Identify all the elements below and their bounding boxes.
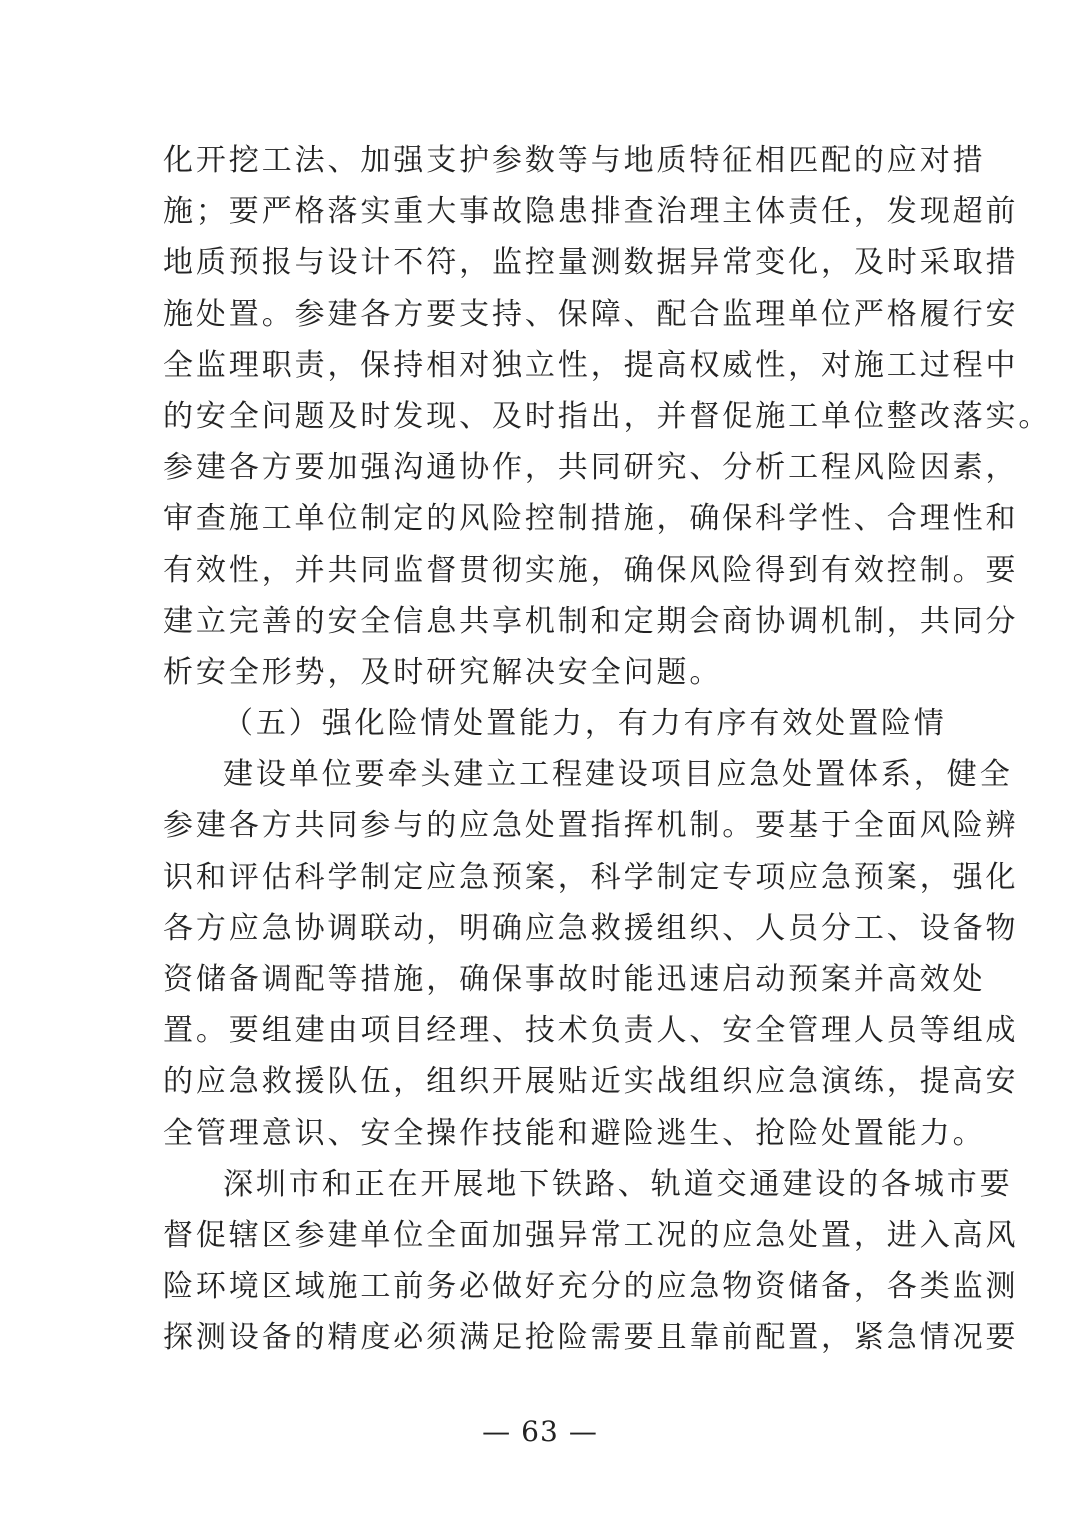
text-line: 化开挖工法、加强支护参数等与地质特征相匹配的应对措	[163, 143, 986, 178]
body-text	[163, 135, 1052, 1364]
page-number-dash-left: —	[482, 1415, 512, 1448]
text-line: 全管理意识、安全操作技能和避险逃生、抢险处置能力。	[163, 1115, 986, 1151]
page-footer	[0, 1412, 1080, 1452]
text-line: 参建各方共同参与的应急处置指挥机制。要基于全面风险辨	[163, 808, 1019, 844]
text-line: 的应急救援队伍，组织开展贴近实战组织应急演练，提高安	[163, 1064, 1019, 1100]
page-number-dash-right: —	[568, 1415, 598, 1448]
page-number: 63	[521, 1415, 559, 1448]
paragraph-first-line: 建设单位要牵头建立工程建设项目应急处置体系，健全	[223, 757, 1013, 793]
text-line: 参建各方要加强沟通协作，共同研究、分析工程风险因素，	[163, 450, 1019, 486]
text-line: 审查施工单位制定的风险控制措施，确保科学性、合理性和	[163, 501, 1019, 537]
text-line: 施；要严格落实重大事故隐患排查治理主体责任，发现超前	[163, 194, 1019, 230]
section-heading: （五）强化险情处置能力，有力有序有效处置险情	[223, 706, 947, 742]
text-line: 地质预报与设计不符，监控量测数据异常变化，及时采取措	[163, 245, 1019, 281]
text-line: 有效性，并共同监督贯彻实施，确保风险得到有效控制。要	[163, 552, 1019, 588]
text-line: 识和评估科学制定应急预案，科学制定专项应急预案，强化	[163, 859, 1019, 895]
text-line: 置。要组建由项目经理、技术负责人、安全管理人员等组成	[163, 1013, 1019, 1049]
text-line: 资储备调配等措施，确保事故时能迅速启动预案并高效处	[163, 962, 986, 997]
text-line: 督促辖区参建单位全面加强异常工况的应急处置，进入高风	[163, 1217, 1019, 1253]
text-line: 全监理职责，保持相对独立性，提高权威性，对施工过程中	[163, 347, 1019, 383]
text-line: 各方应急协调联动，明确应急救援组织、人员分工、设备物	[163, 910, 1019, 946]
text-line: 析安全形势，及时研究解决安全问题。	[163, 654, 723, 690]
text-line: 探测设备的精度必须满足抢险需要且靠前配置，紧急情况要	[163, 1320, 1019, 1356]
paragraph-first-line: 深圳市和正在开展地下铁路、轨道交通建设的各城市要	[223, 1166, 1013, 1202]
text-line: 建立完善的安全信息共享机制和定期会商协调机制，共同分	[163, 603, 1019, 639]
text-line: 施处置。参建各方要支持、保障、配合监理单位严格履行安	[163, 296, 1019, 332]
text-line: 险环境区域施工前务必做好充分的应急物资储备，各类监测	[163, 1269, 1019, 1305]
text-line: 的安全问题及时发现、及时指出，并督促施工单位整改落实。	[163, 398, 1052, 434]
